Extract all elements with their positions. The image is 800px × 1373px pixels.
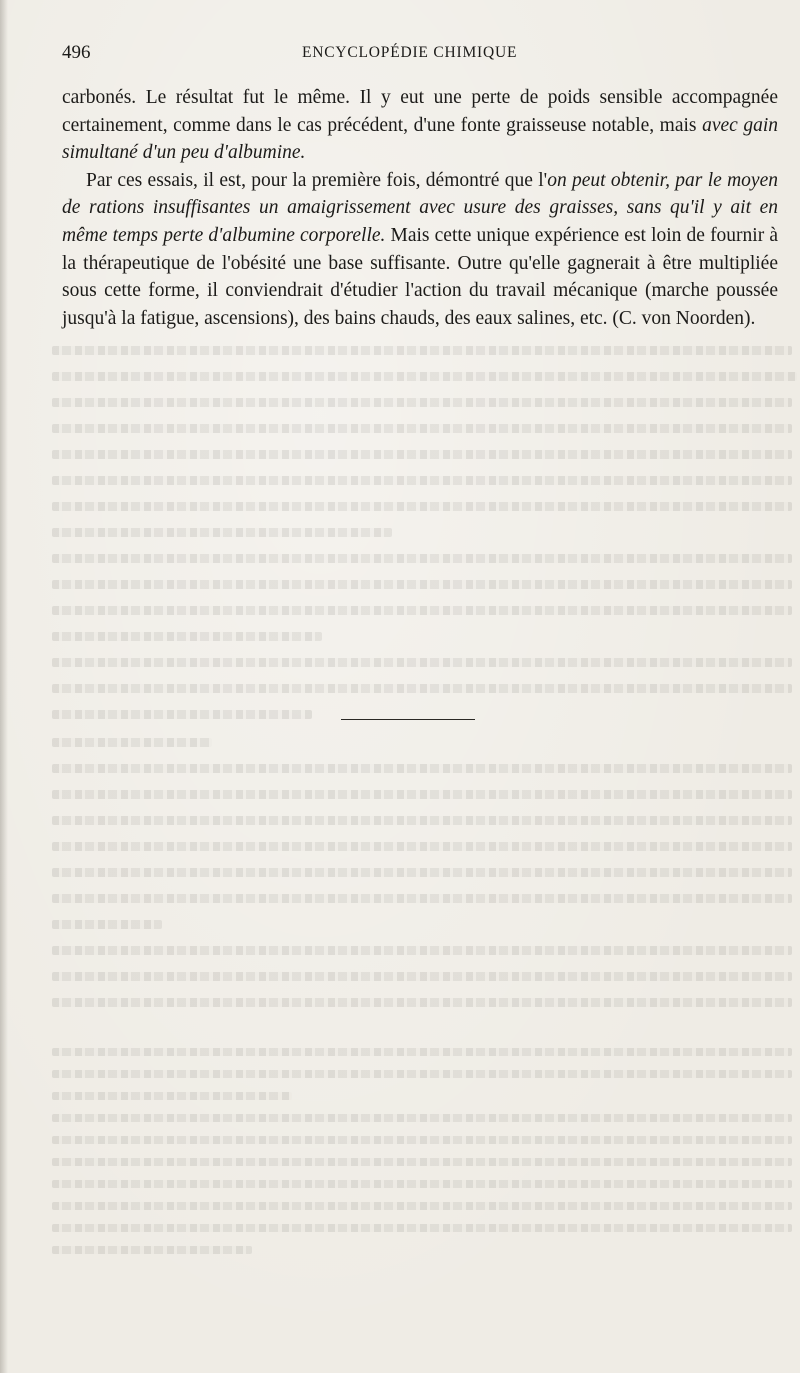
bleed-through-line: [52, 450, 792, 459]
bleed-through-line: [52, 920, 162, 929]
paragraph-2-text-start: Par ces essais, il est, pour la première fois, démontré que l': [86, 169, 548, 191]
bleed-through-line: [52, 998, 792, 1007]
bleed-through-line: [52, 1246, 252, 1254]
section-divider: [341, 719, 475, 720]
bleed-through-line: [52, 764, 792, 773]
running-head: [62, 42, 762, 66]
bleed-through-line: [52, 946, 792, 955]
bleed-through-line: [52, 606, 792, 615]
body-text: [62, 84, 778, 332]
bleed-through-line: [52, 632, 322, 641]
bleed-through-line: [52, 372, 797, 381]
paragraph-2: [62, 167, 778, 333]
bleed-through-line: [52, 502, 792, 511]
bleed-through-line: [52, 816, 792, 825]
bleed-through-line: [52, 1048, 792, 1056]
page-edge-shadow: [0, 0, 8, 1373]
running-title: ENCYCLOPÉDIE CHIMIQUE: [302, 44, 518, 61]
bleed-through-line: [52, 1070, 792, 1078]
paragraph-1: [62, 84, 778, 167]
bleed-through-line: [52, 580, 792, 589]
bleed-through-line: [52, 1202, 792, 1210]
bleed-through-line: [52, 710, 312, 719]
paragraph-2-italic: on peut obtenir, par le moyen de rations insuffisantes un amaigrissement avec usure des graisses, sans qu'il y ait en même temps perte d'albumine corporelle.: [62, 169, 778, 246]
bleed-through-line: [52, 424, 792, 433]
bleed-through-line: [52, 476, 792, 485]
bleed-through-line: [52, 398, 792, 407]
bleed-through-line: [52, 658, 792, 667]
paragraph-2-text-end: Mais cette unique expérience est loin de fournir à la thérapeutique de l'obésité une base suffisante. Outre qu'elle gagnerait à être multipliée sous cette forme, il conviendrait d'étudier l'action du travail mécanique (marche poussée jusqu'à la fatigue, ascensions), des bains chauds, des eaux salines, etc. (C. von Noorden).: [62, 224, 778, 329]
bleed-through-line: [52, 738, 212, 747]
bleed-through-line: [52, 528, 392, 537]
page-number: 496: [62, 42, 91, 63]
bleed-through-line: [52, 554, 792, 563]
bleed-through-line: [52, 894, 792, 903]
paragraph-1-italic: avec gain simultané d'un peu d'albumine.: [62, 114, 778, 164]
bleed-through-line: [52, 972, 792, 981]
bleed-through-line: [52, 346, 792, 355]
bleed-through-line: [52, 790, 792, 799]
bleed-through-line: [52, 1158, 792, 1166]
bleed-through-line: [52, 1136, 792, 1144]
bleed-through-line: [52, 842, 792, 851]
bleed-through-line: [52, 1180, 792, 1188]
paragraph-1-text: carbonés. Le résultat fut le même. Il y eut une perte de poids sensible accompagnée certainement, comme dans le cas précédent, d'une fonte graisseuse notable, mais: [62, 87, 778, 136]
bleed-through-line: [52, 1114, 792, 1122]
bleed-through-line: [52, 684, 792, 693]
bleed-through-line: [52, 868, 792, 877]
bleed-through-line: [52, 1224, 792, 1232]
bleed-through-line: [52, 1092, 292, 1100]
